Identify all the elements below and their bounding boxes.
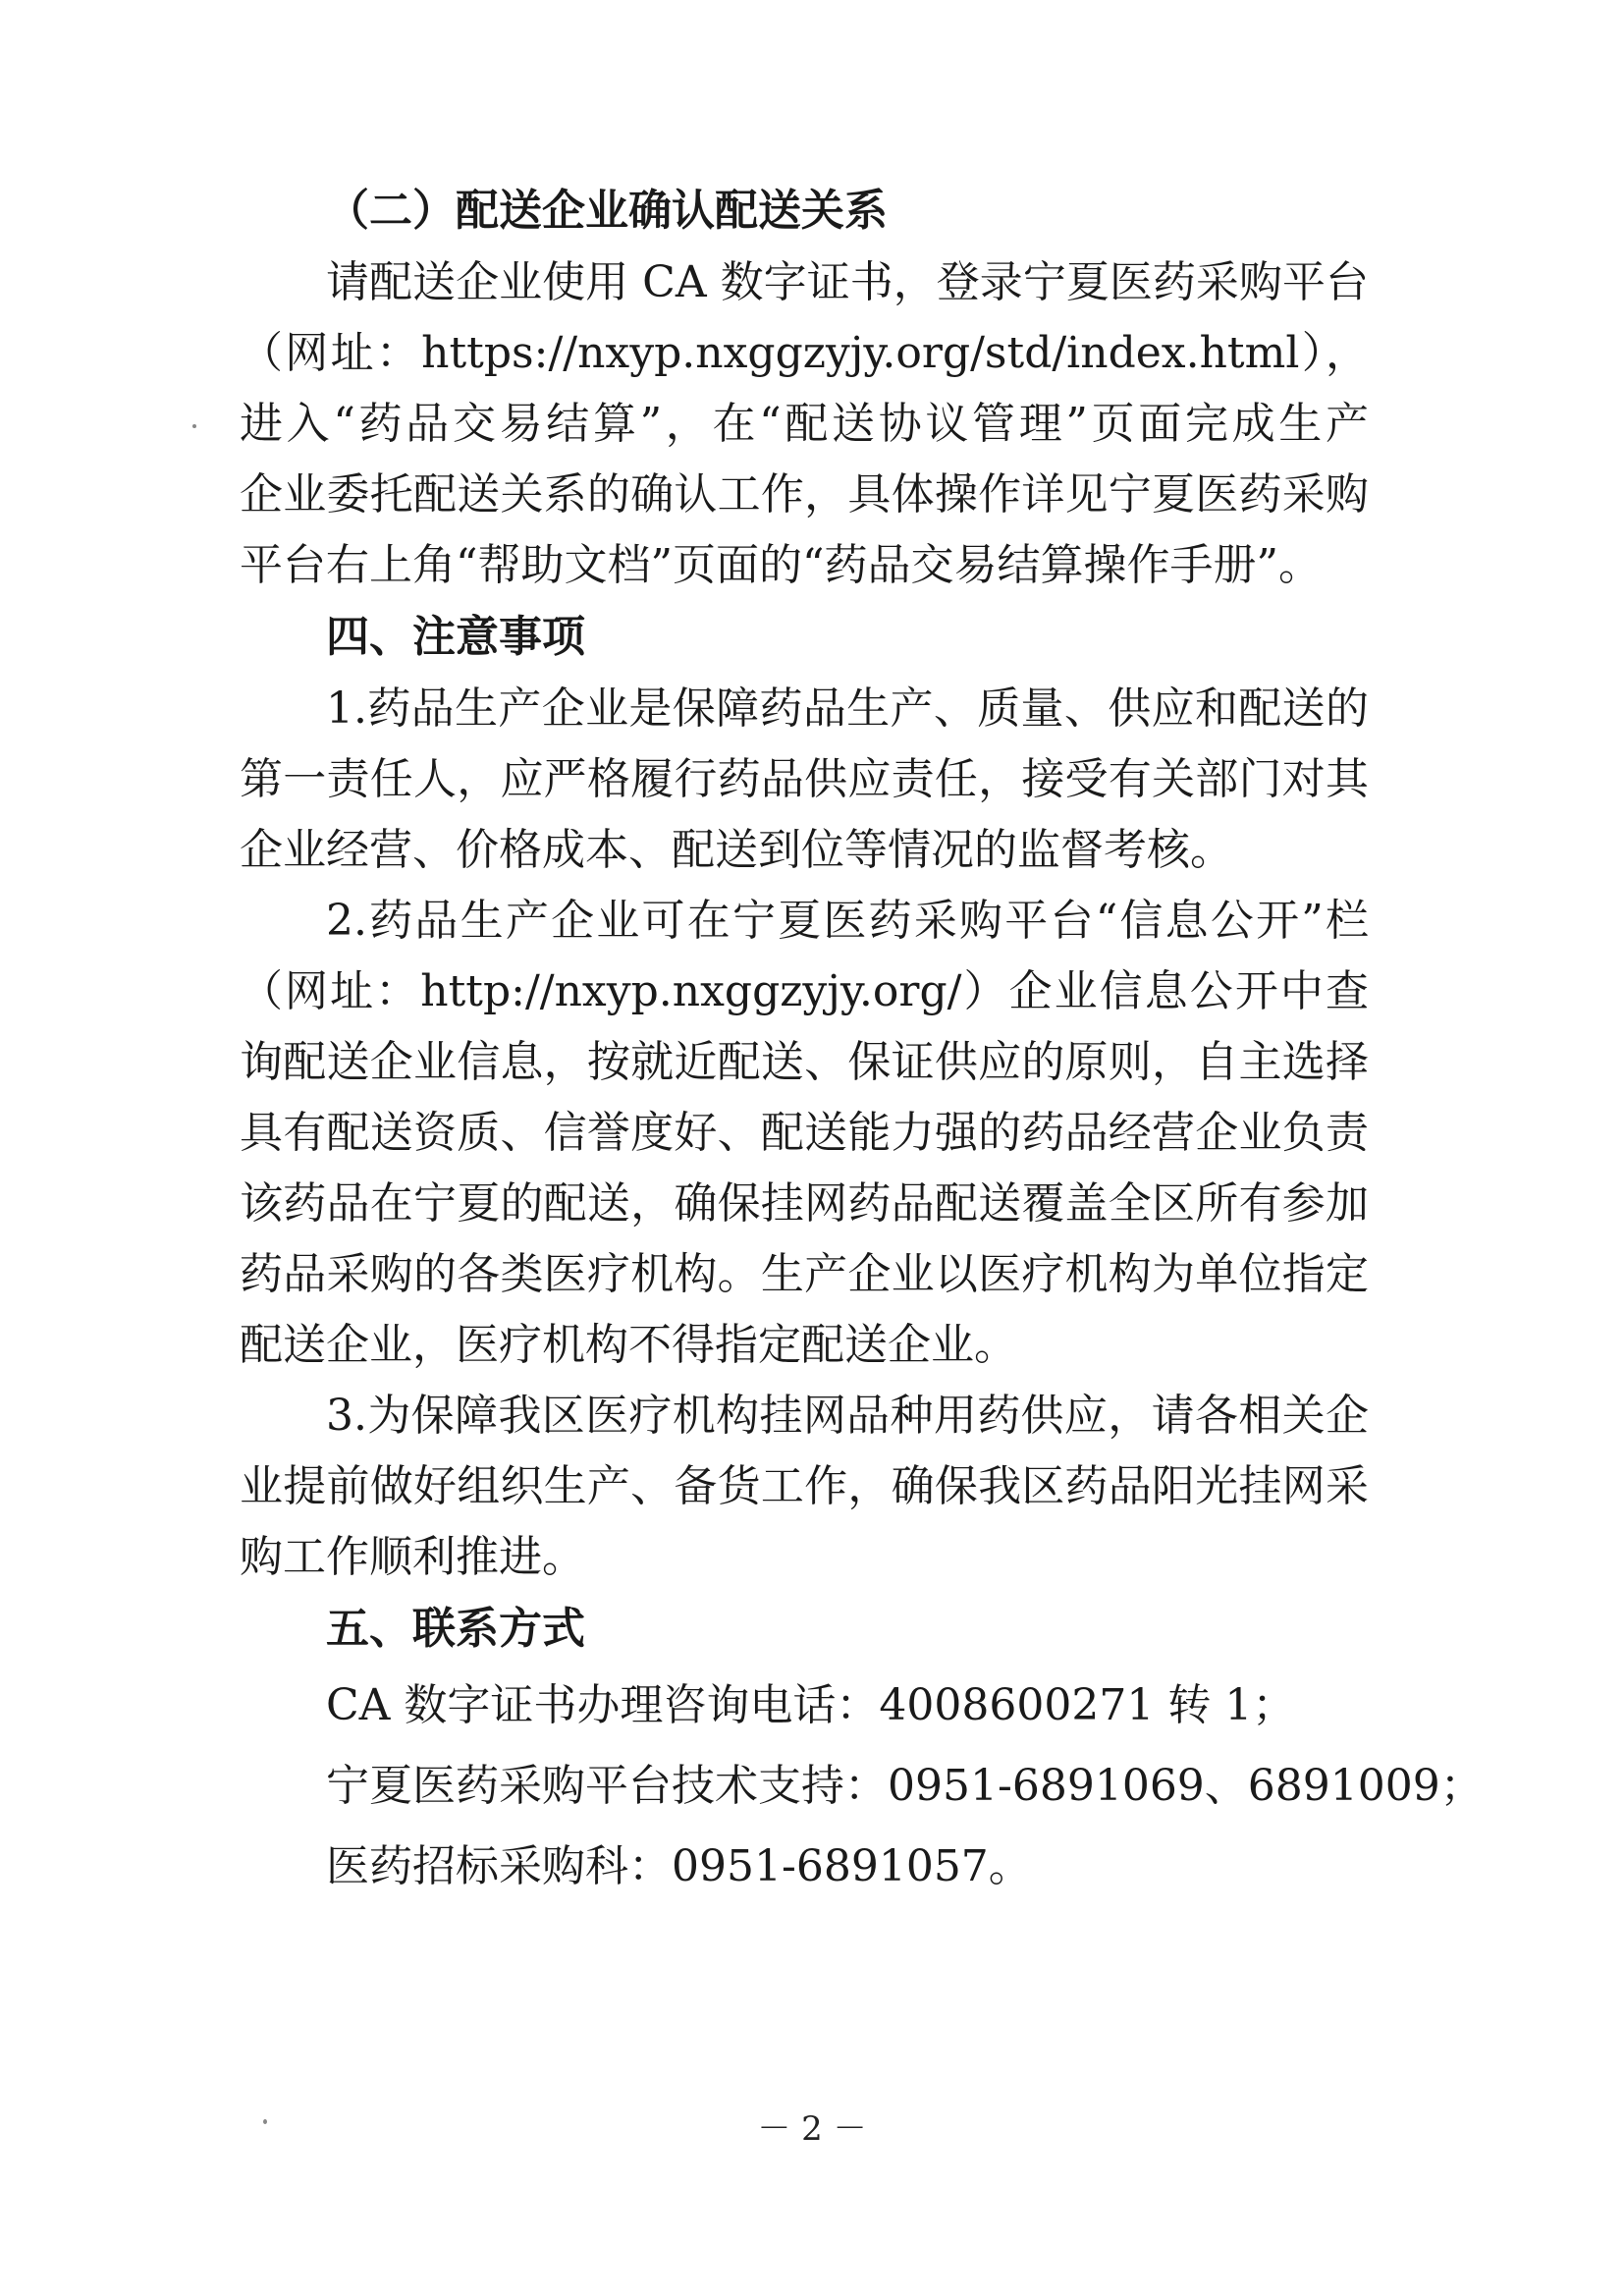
scan-speck [192,424,196,428]
contact-line-ca: CA 数字证书办理咨询电话：4008600271 转 1； [326,1680,1296,1730]
contact-line-tech-support: 宁夏医药采购平台技术支持：0951-6891069、6891009； [326,1761,1484,1811]
paragraph-line: 1.药品生产企业是保障药品生产、质量、供应和配送的 [326,683,1369,734]
scan-speck [263,2119,267,2124]
paragraph-line: 企业经营、价格成本、配送到位等情况的监督考核。 [240,825,1233,875]
paragraph-line: 第一责任人，应严格履行药品供应责任，接受有关部门对其 [240,754,1369,804]
paragraph-line: 询配送企业信息，按就近配送、保证供应的原则，自主选择 [240,1037,1369,1087]
paragraph-line: 具有配送资质、信誉度好、配送能力强的药品经营企业负责 [240,1108,1369,1158]
paragraph-line: （网址：https://nxyp.nxggzyjy.org/std/index.html）， [240,328,1369,378]
paragraph-line: 企业委托配送关系的确认工作，具体操作详见宁夏医药采购 [240,469,1369,519]
paragraph-line: （网址：http://nxyp.nxggzyjy.org/）企业信息公开中查 [240,966,1369,1016]
paragraph-line: 进入“药品交易结算”，在“配送协议管理”页面完成生产 [240,399,1369,449]
paragraph-line: 配送企业，医疗机构不得指定配送企业。 [240,1320,1017,1370]
paragraph-line: 购工作顺利推进。 [240,1532,585,1582]
contact-line-procurement: 医药招标采购科：0951-6891057。 [326,1841,1032,1891]
paragraph-line: 业提前做好组织生产、备货工作，确保我区药品阳光挂网采 [240,1461,1369,1511]
paragraph-line: 请配送企业使用 CA 数字证书，登录宁夏医药采购平台 [326,257,1369,307]
paragraph-line: 药品采购的各类医疗机构。生产企业以医疗机构为单位指定 [240,1249,1369,1299]
paragraph-line: 该药品在宁夏的配送，确保挂网药品配送覆盖全区所有参加 [240,1178,1369,1229]
page-number: － 2 － [757,2109,867,2149]
paragraph-line: 3.为保障我区医疗机构挂网品种用药供应，请各相关企 [326,1391,1369,1441]
document-body [240,175,1484,1907]
section-heading-contacts: 五、联系方式 [326,1604,585,1654]
paragraph-line: 平台右上角“帮助文档”页面的“药品交易结算操作手册”。 [240,540,1322,590]
paragraph-line: 2.药品生产企业可在宁夏医药采购平台“信息公开”栏 [326,896,1369,946]
section-heading-notes: 四、注意事项 [326,612,585,662]
subsection-heading-delivery-confirmation: （二）配送企业确认配送关系 [326,186,888,236]
